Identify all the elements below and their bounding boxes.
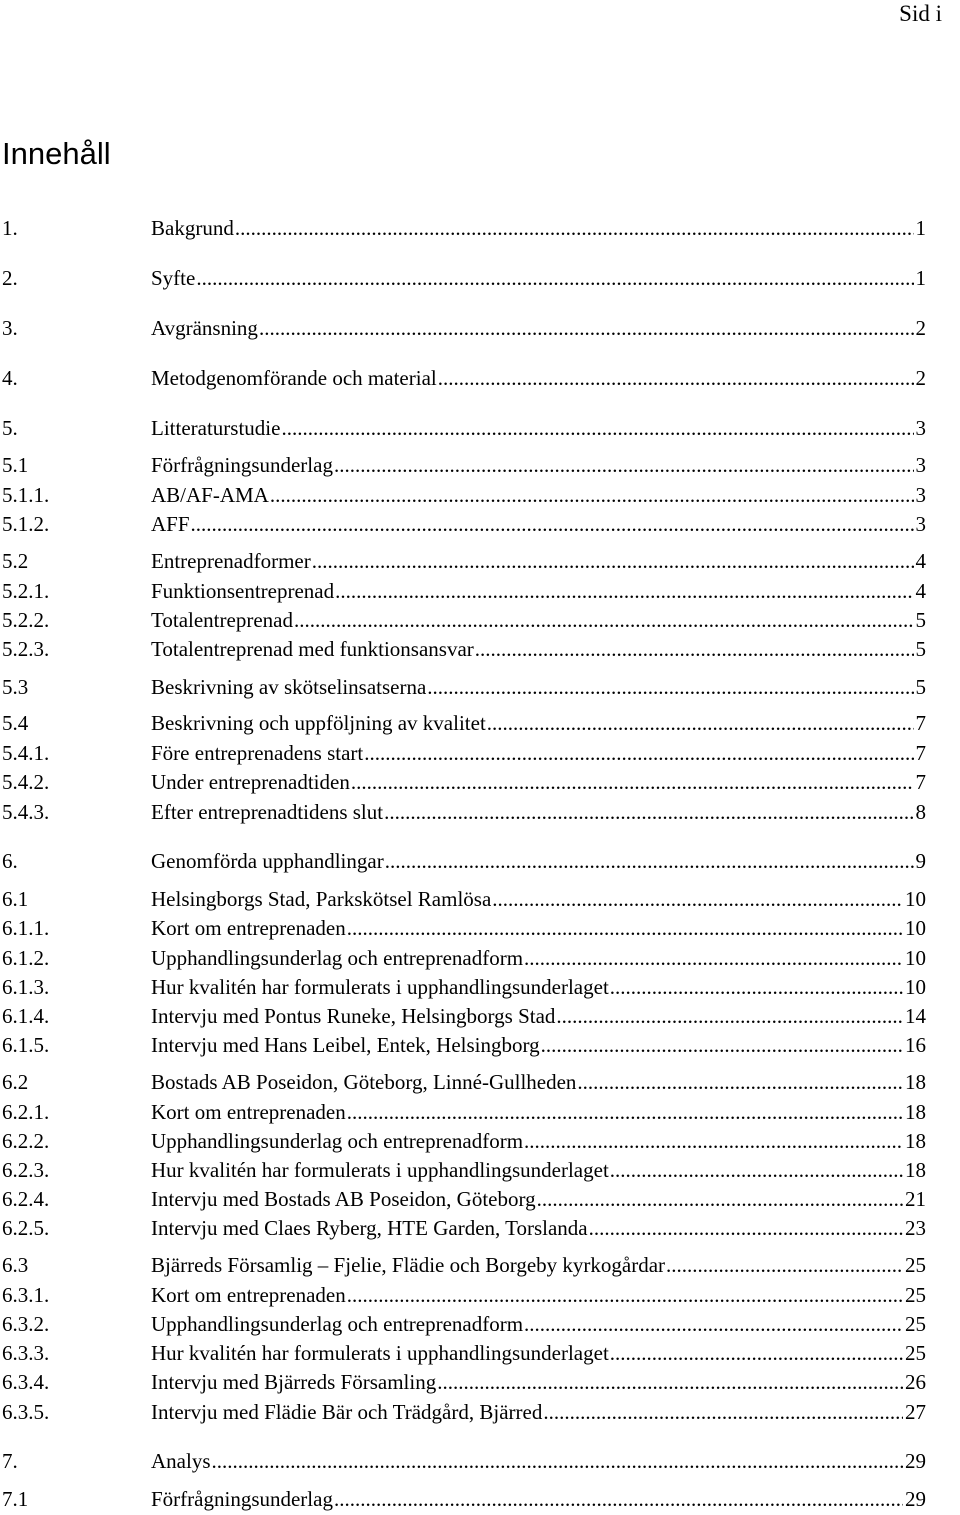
toc-entry-number: 5.4.1.	[2, 741, 50, 765]
toc-entry-page-number: 3	[915, 453, 926, 477]
toc-entry[interactable]	[2, 1126, 926, 1156]
toc-entry[interactable]	[2, 1309, 926, 1339]
toc-dot-leader	[487, 708, 914, 738]
toc-entry-title: Beskrivning och uppföljning av kvalitet	[151, 711, 486, 735]
toc-entry-page-number: 1	[915, 216, 926, 240]
toc-entry-page-number: 10	[905, 887, 926, 911]
toc-entry-number: 6.2.2.	[2, 1129, 50, 1153]
toc-entry[interactable]	[2, 1280, 926, 1310]
toc-entry-page-number: 2	[915, 366, 926, 390]
toc-dot-leader	[196, 263, 913, 293]
toc-entry-number: 6.2.3.	[2, 1158, 50, 1182]
toc-dot-leader	[347, 913, 903, 943]
toc-entry-title: Under entreprenadtiden	[151, 770, 350, 794]
toc-entry-number: 6.1.3.	[2, 975, 50, 999]
toc-entry-title: Intervju med Flädie Bär och Trädgård, Bjärred	[151, 1400, 543, 1424]
toc-entry-page-number: 7	[915, 741, 926, 765]
toc-dot-leader	[577, 1067, 903, 1097]
toc-dot-leader	[524, 943, 903, 973]
toc-dot-leader	[524, 1309, 903, 1339]
toc-entry-page-number: 21	[905, 1187, 926, 1211]
toc-dot-leader	[347, 1280, 903, 1310]
toc-entry[interactable]	[2, 1184, 926, 1214]
toc-entry-page-number: 27	[905, 1400, 926, 1424]
toc-entry[interactable]	[2, 605, 926, 635]
toc-entry-number: 5.	[2, 416, 18, 440]
toc-dot-leader	[492, 884, 903, 914]
toc-entry[interactable]	[2, 708, 926, 738]
toc-entry-page-number: 3	[915, 512, 926, 536]
toc-entry-number: 5.2	[2, 549, 29, 573]
toc-entry-title: Kort om entreprenaden	[151, 916, 346, 940]
toc-entry-number: 5.1	[2, 453, 29, 477]
toc-entry[interactable]	[2, 846, 926, 876]
toc-entry-title: Intervju med Pontus Runeke, Helsingborgs Stad	[151, 1004, 556, 1028]
toc-entry-page-number: 3	[915, 416, 926, 440]
toc-entry-number: 6.1.1.	[2, 916, 50, 940]
toc-entry-title: Bjärreds Församlig – Fjelie, Flädie och Borgeby kyrkogårdar	[151, 1253, 666, 1277]
toc-dot-leader	[541, 1030, 903, 1060]
toc-entry-title: Genomförda upphandlingar	[151, 849, 384, 873]
toc-entry-title: Efter entreprenadtidens slut	[151, 800, 384, 824]
toc-entry-number: 5.3	[2, 675, 29, 699]
toc-entry-number: 5.1.2.	[2, 512, 50, 536]
toc-entry[interactable]	[2, 884, 926, 914]
toc-entry[interactable]	[2, 363, 926, 393]
toc-entry-title: Intervju med Bostads AB Poseidon, Göteborg	[151, 1187, 536, 1211]
toc-entry-title: AFF	[151, 512, 190, 536]
toc-entry-page-number: 5	[915, 637, 926, 661]
toc-dot-leader	[334, 1484, 903, 1514]
toc-entry-title: Upphandlingsunderlag och entreprenadform	[151, 1129, 524, 1153]
toc-entry-title: Analys	[151, 1449, 211, 1473]
toc-entry-title: Hur kvalitén har formulerats i upphandlingsunderlaget	[151, 975, 609, 999]
toc-dot-leader	[438, 363, 914, 393]
toc-entry-page-number: 25	[905, 1283, 926, 1307]
toc-dot-leader	[364, 738, 913, 768]
toc-entry[interactable]	[2, 913, 926, 943]
toc-entry-title: Totalentreprenad	[151, 608, 293, 632]
toc-entry[interactable]	[2, 1067, 926, 1097]
toc-dot-leader	[384, 797, 913, 827]
toc-entry-page-number: 26	[905, 1370, 926, 1394]
toc-entry-number: 7.	[2, 1449, 18, 1473]
page-title: Innehåll	[2, 135, 111, 171]
toc-dot-leader	[543, 1397, 903, 1427]
toc-entry-number: 6.1.2.	[2, 946, 50, 970]
toc-entry-title: Beskrivning av skötselinsatserna	[151, 675, 427, 699]
toc-entry-page-number: 4	[915, 549, 926, 573]
toc-entry-page-number: 8	[915, 800, 926, 824]
toc-entry[interactable]	[2, 943, 926, 973]
toc-entry[interactable]	[2, 576, 926, 606]
toc-entry-title: Funktionsentreprenad	[151, 579, 335, 603]
toc-dot-leader	[524, 1126, 903, 1156]
toc-dot-leader	[427, 672, 913, 702]
toc-entry-page-number: 25	[905, 1253, 926, 1277]
toc-entry[interactable]	[2, 1155, 926, 1185]
toc-entry-number: 6.3	[2, 1253, 29, 1277]
toc-entry[interactable]	[2, 1397, 926, 1427]
toc-entry-page-number: 5	[915, 608, 926, 632]
toc-entry[interactable]	[2, 450, 926, 480]
toc-entry-number: 6.1.4.	[2, 1004, 50, 1028]
toc-entry-page-number: 18	[905, 1158, 926, 1182]
toc-entry-title: Upphandlingsunderlag och entreprenadform	[151, 1312, 524, 1336]
toc-entry-page-number: 5	[915, 675, 926, 699]
toc-entry[interactable]	[2, 1030, 926, 1060]
toc-dot-leader	[589, 1213, 903, 1243]
toc-entry-title: Upphandlingsunderlag och entreprenadform	[151, 946, 524, 970]
toc-entry[interactable]	[2, 509, 926, 539]
toc-entry-number: 6.1	[2, 887, 29, 911]
toc-entry[interactable]	[2, 738, 926, 768]
toc-entry-page-number: 1	[915, 266, 926, 290]
toc-entry[interactable]	[2, 480, 926, 510]
toc-entry-number: 6.3.4.	[2, 1370, 50, 1394]
toc-entry-number: 7.1	[2, 1487, 29, 1511]
toc-entry-title: Bostads AB Poseidon, Göteborg, Linné-Gullheden	[151, 1070, 577, 1094]
toc-entry[interactable]	[2, 1250, 926, 1280]
toc-entry[interactable]	[2, 213, 926, 243]
toc-entry-page-number: 9	[915, 849, 926, 873]
toc-dot-leader	[385, 846, 914, 876]
toc-entry-number: 6.2	[2, 1070, 29, 1094]
toc-entry-number: 6.2.5.	[2, 1216, 50, 1240]
toc-entry-number: 6.2.1.	[2, 1100, 50, 1124]
toc-entry[interactable]	[2, 1338, 926, 1368]
toc-entry-title: Bakgrund	[151, 216, 234, 240]
toc-entry[interactable]	[2, 1097, 926, 1127]
toc-dot-leader	[351, 767, 914, 797]
toc-entry-page-number: 29	[905, 1487, 926, 1511]
toc-entry-number: 5.2.1.	[2, 579, 50, 603]
toc-entry[interactable]	[2, 313, 926, 343]
toc-dot-leader	[270, 480, 914, 510]
toc-entry-number: 5.4.2.	[2, 770, 50, 794]
toc-entry[interactable]	[2, 1367, 926, 1397]
toc-dot-leader	[537, 1184, 903, 1214]
toc-entry-page-number: 10	[905, 975, 926, 999]
toc-entry-title: Intervju med Bjärreds Församling	[151, 1370, 437, 1394]
toc-entry-title: Förfrågningsunderlag	[151, 1487, 333, 1511]
toc-entry-page-number: 29	[905, 1449, 926, 1473]
toc-dot-leader	[335, 576, 913, 606]
toc-entry-title: Hur kvalitén har formulerats i upphandlingsunderlaget	[151, 1341, 609, 1365]
toc-entry-number: 5.1.1.	[2, 483, 50, 507]
toc-entry-page-number: 18	[905, 1100, 926, 1124]
toc-entry-title: Före entreprenadens start	[151, 741, 364, 765]
toc-dot-leader	[610, 1155, 903, 1185]
toc-entry-page-number: 4	[915, 579, 926, 603]
toc-entry-title: AB/AF-AMA	[151, 483, 269, 507]
toc-entry-title: Helsingborgs Stad, Parkskötsel Ramlösa	[151, 887, 492, 911]
toc-entry-number: 3.	[2, 316, 18, 340]
toc-entry-title: Litteraturstudie	[151, 416, 281, 440]
toc-entry-page-number: 10	[905, 946, 926, 970]
toc-entry-title: Avgränsning	[151, 316, 258, 340]
toc-dot-leader	[212, 1446, 904, 1476]
toc-dot-leader	[475, 634, 914, 664]
toc-entry-number: 5.2.2.	[2, 608, 50, 632]
toc-entry-page-number: 18	[905, 1070, 926, 1094]
toc-entry[interactable]	[2, 767, 926, 797]
toc-entry[interactable]	[2, 1446, 926, 1476]
toc-entry-page-number: 16	[905, 1033, 926, 1057]
toc-entry-page-number: 2	[915, 316, 926, 340]
toc-entry[interactable]	[2, 263, 926, 293]
page-number-label: Sid i	[899, 1, 942, 26]
toc-entry[interactable]	[2, 972, 926, 1002]
toc-dot-leader	[347, 1097, 903, 1127]
toc-entry-page-number: 14	[905, 1004, 926, 1028]
toc-entry-number: 5.4	[2, 711, 29, 735]
toc-dot-leader	[437, 1367, 903, 1397]
toc-entry-title: Syfte	[151, 266, 196, 290]
toc-entry-number: 6.3.2.	[2, 1312, 50, 1336]
toc-entry-number: 6.3.1.	[2, 1283, 50, 1307]
toc-entry-title: Kort om entreprenaden	[151, 1100, 346, 1124]
toc-entry-title: Entreprenadformer	[151, 549, 311, 573]
toc-entry-title: Hur kvalitén har formulerats i upphandlingsunderlaget	[151, 1158, 609, 1182]
toc-entry-number: 5.2.3.	[2, 637, 50, 661]
toc-entry-number: 5.4.3.	[2, 800, 50, 824]
toc-entry[interactable]	[2, 1001, 926, 1031]
toc-entry-page-number: 23	[905, 1216, 926, 1240]
toc-dot-leader	[666, 1250, 903, 1280]
toc-entry-number: 6.3.3.	[2, 1341, 50, 1365]
toc-dot-leader	[610, 1338, 903, 1368]
toc-entry-number: 6.1.5.	[2, 1033, 50, 1057]
toc-entry-page-number: 7	[915, 770, 926, 794]
toc-entry-title: Intervju med Hans Leibel, Entek, Helsingborg	[151, 1033, 540, 1057]
toc-entry-page-number: 25	[905, 1312, 926, 1336]
toc-entry[interactable]	[2, 672, 926, 702]
toc-entry[interactable]	[2, 634, 926, 664]
toc-entry-title: Förfrågningsunderlag	[151, 453, 333, 477]
toc-dot-leader	[281, 413, 913, 443]
toc-entry-page-number: 10	[905, 916, 926, 940]
toc-entry-title: Intervju med Claes Ryberg, HTE Garden, Torslanda	[151, 1216, 588, 1240]
toc-entry-number: 4.	[2, 366, 18, 390]
toc-entry-number: 6.	[2, 849, 18, 873]
toc-entry-page-number: 18	[905, 1129, 926, 1153]
toc-dot-leader	[191, 509, 914, 539]
toc-entry[interactable]	[2, 1484, 926, 1514]
toc-entry-page-number: 7	[915, 711, 926, 735]
toc-entry[interactable]	[2, 413, 926, 443]
toc-entry-number: 1.	[2, 216, 18, 240]
toc-dot-leader	[294, 605, 914, 635]
toc-entry-number: 6.2.4.	[2, 1187, 50, 1211]
toc-entry-title: Metodgenomförande och material	[151, 366, 437, 390]
toc-entry-page-number: 3	[915, 483, 926, 507]
toc-dot-leader	[610, 972, 903, 1002]
toc-entry-number: 2.	[2, 266, 18, 290]
toc-dot-leader	[334, 450, 914, 480]
toc-entry-page-number: 25	[905, 1341, 926, 1365]
toc-entry[interactable]	[2, 1213, 926, 1243]
toc-dot-leader	[312, 546, 914, 576]
toc-entry[interactable]	[2, 797, 926, 827]
toc-dot-leader	[259, 313, 914, 343]
toc-entry-title: Totalentreprenad med funktionsansvar	[151, 637, 474, 661]
toc-dot-leader	[235, 213, 914, 243]
toc-dot-leader	[556, 1001, 903, 1031]
toc-entry-title: Kort om entreprenaden	[151, 1283, 346, 1307]
toc-entry-number: 6.3.5.	[2, 1400, 50, 1424]
toc-entry[interactable]	[2, 546, 926, 576]
